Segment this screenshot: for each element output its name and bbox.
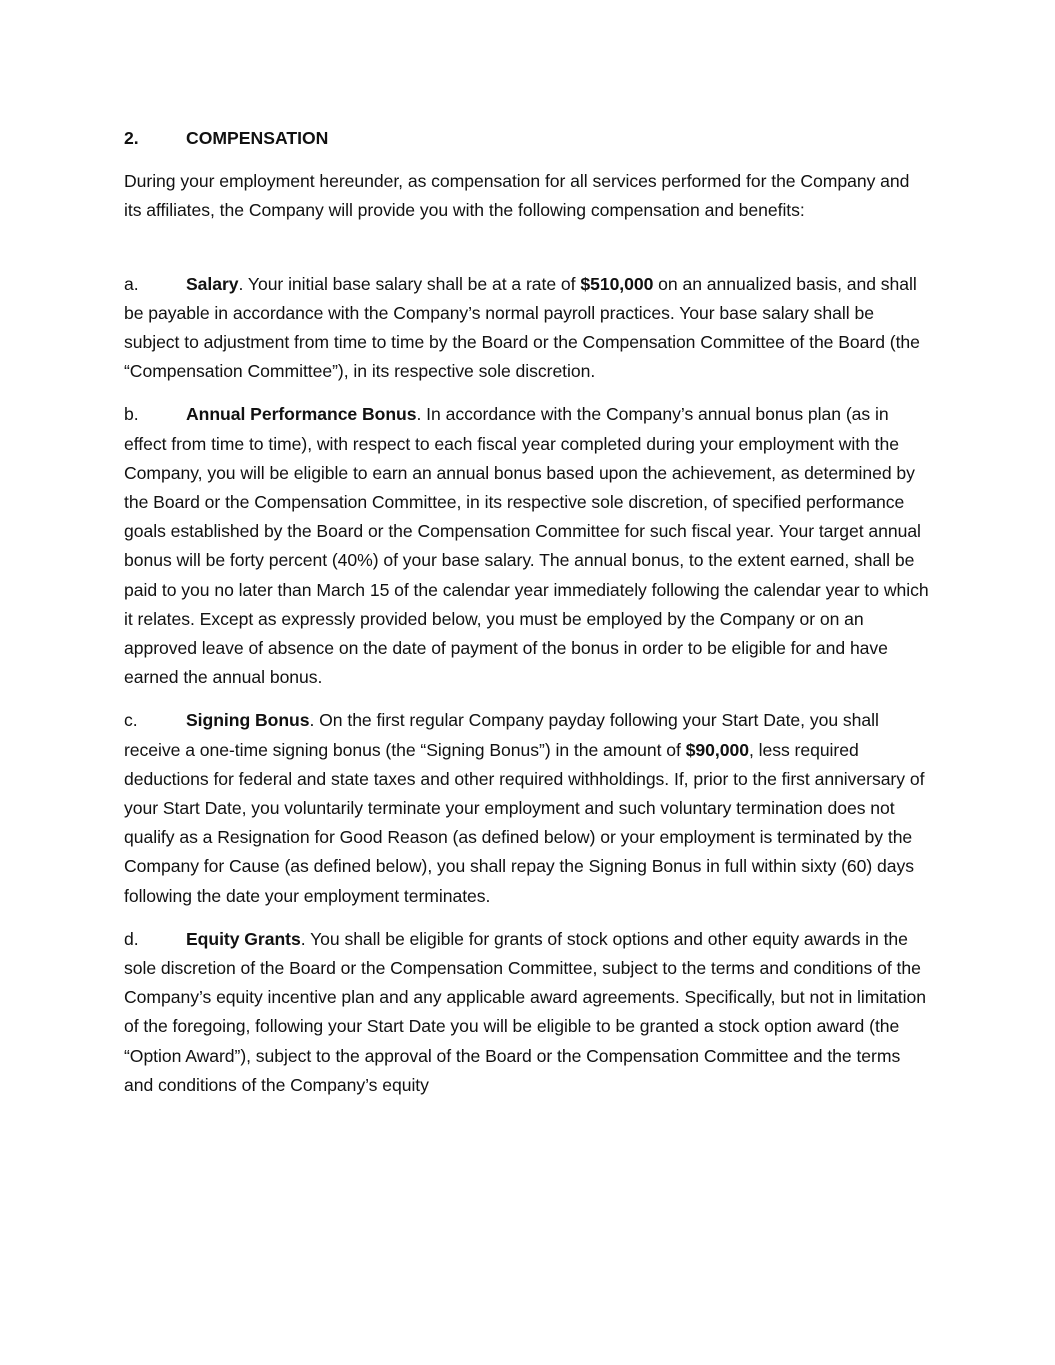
item-signing-bonus — [124, 706, 930, 910]
item-text: , less required deductions for federal and state taxes and other required withholdings. If, prior to the first anniversary of your Start Date, you voluntarily terminate your employment and such voluntary termination does not qualify as a Resignation for Good Reason (as defined below) or your employment is terminated by the Company for Cause (as defined below), you shall repay the Signing Bonus in full within sixty (60) days following the date your employment terminates. — [124, 739, 925, 906]
item-equity-grants — [124, 925, 930, 1100]
item-letter: c. — [124, 710, 138, 731]
section-number: 2. — [124, 128, 139, 148]
item-text: . In accordance with the Company’s annual bonus plan (as in effect from time to time), with respect to each fiscal year completed during your employment with the Company, you will be eligible to earn an annual bonus based upon the achievement, as determined by the Board or the Compensation Committee, in its respective sole discretion, of specified performance goals established by the Board or the Compensation Committee for such fiscal year. Your target annual bonus will be forty percent (40%) of your base salary. The annual bonus, to the extent earned, shall be paid to you no later than March 15 of the calendar year immediately following the calendar year to which it relates. Except as expressly provided below, you must be employed by the Company or on an approved leave of absence on the date of payment of the bonus in order to be eligible for and have earned the annual bonus. — [124, 404, 929, 688]
item-title: Salary — [186, 273, 239, 294]
item-text: on an annualized basis, and shall be payable in accordance with the Company’s normal payroll practices. Your base salary shall be subject to adjustment from time to time by the Board or the Compensation Committee of the Board (the “Compensation Committee”), in its respective sole discretion. — [124, 273, 920, 382]
item-text: . You shall be eligible for grants of stock options and other equity awards in the sole discretion of the Board or the Compensation Committee, subject to the terms and conditions of the Company’s equity incentive plan and any applicable award agreements. Specifically, but not in limitation of the foregoing, following your Start Date you will be eligible to be granted a stock option award (the “Option Award”), subject to the approval of the Board or the Compensation Committee and the terms and conditions of the Company’s equity — [124, 928, 926, 1095]
item-title: Equity Grants — [186, 928, 301, 949]
item-text: . On the first regular Company payday following your Start Date, you shall receive a one-time signing bonus (the “Signing Bonus”) in the amount of — [124, 710, 879, 760]
item-annual-bonus — [124, 400, 930, 692]
item-letter: b. — [124, 404, 139, 425]
section-title: COMPENSATION — [186, 128, 329, 148]
intro-paragraph: During your employment hereunder, as compensation for all services performed for the Company and its affiliates, the Company will provide you with the following compensation and benefits: — [124, 171, 910, 221]
section-heading — [124, 124, 930, 153]
document-page — [124, 124, 930, 1114]
signing-bonus-amount: $90,000 — [685, 739, 749, 760]
item-letter: a. — [124, 273, 139, 294]
salary-amount: $510,000 — [580, 273, 654, 294]
item-title: Annual Performance Bonus — [186, 404, 417, 425]
item-title: Signing Bonus — [186, 710, 310, 731]
item-salary — [124, 270, 930, 387]
item-letter: d. — [124, 928, 139, 949]
item-text: . Your initial base salary shall be at a rate of — [238, 273, 581, 294]
